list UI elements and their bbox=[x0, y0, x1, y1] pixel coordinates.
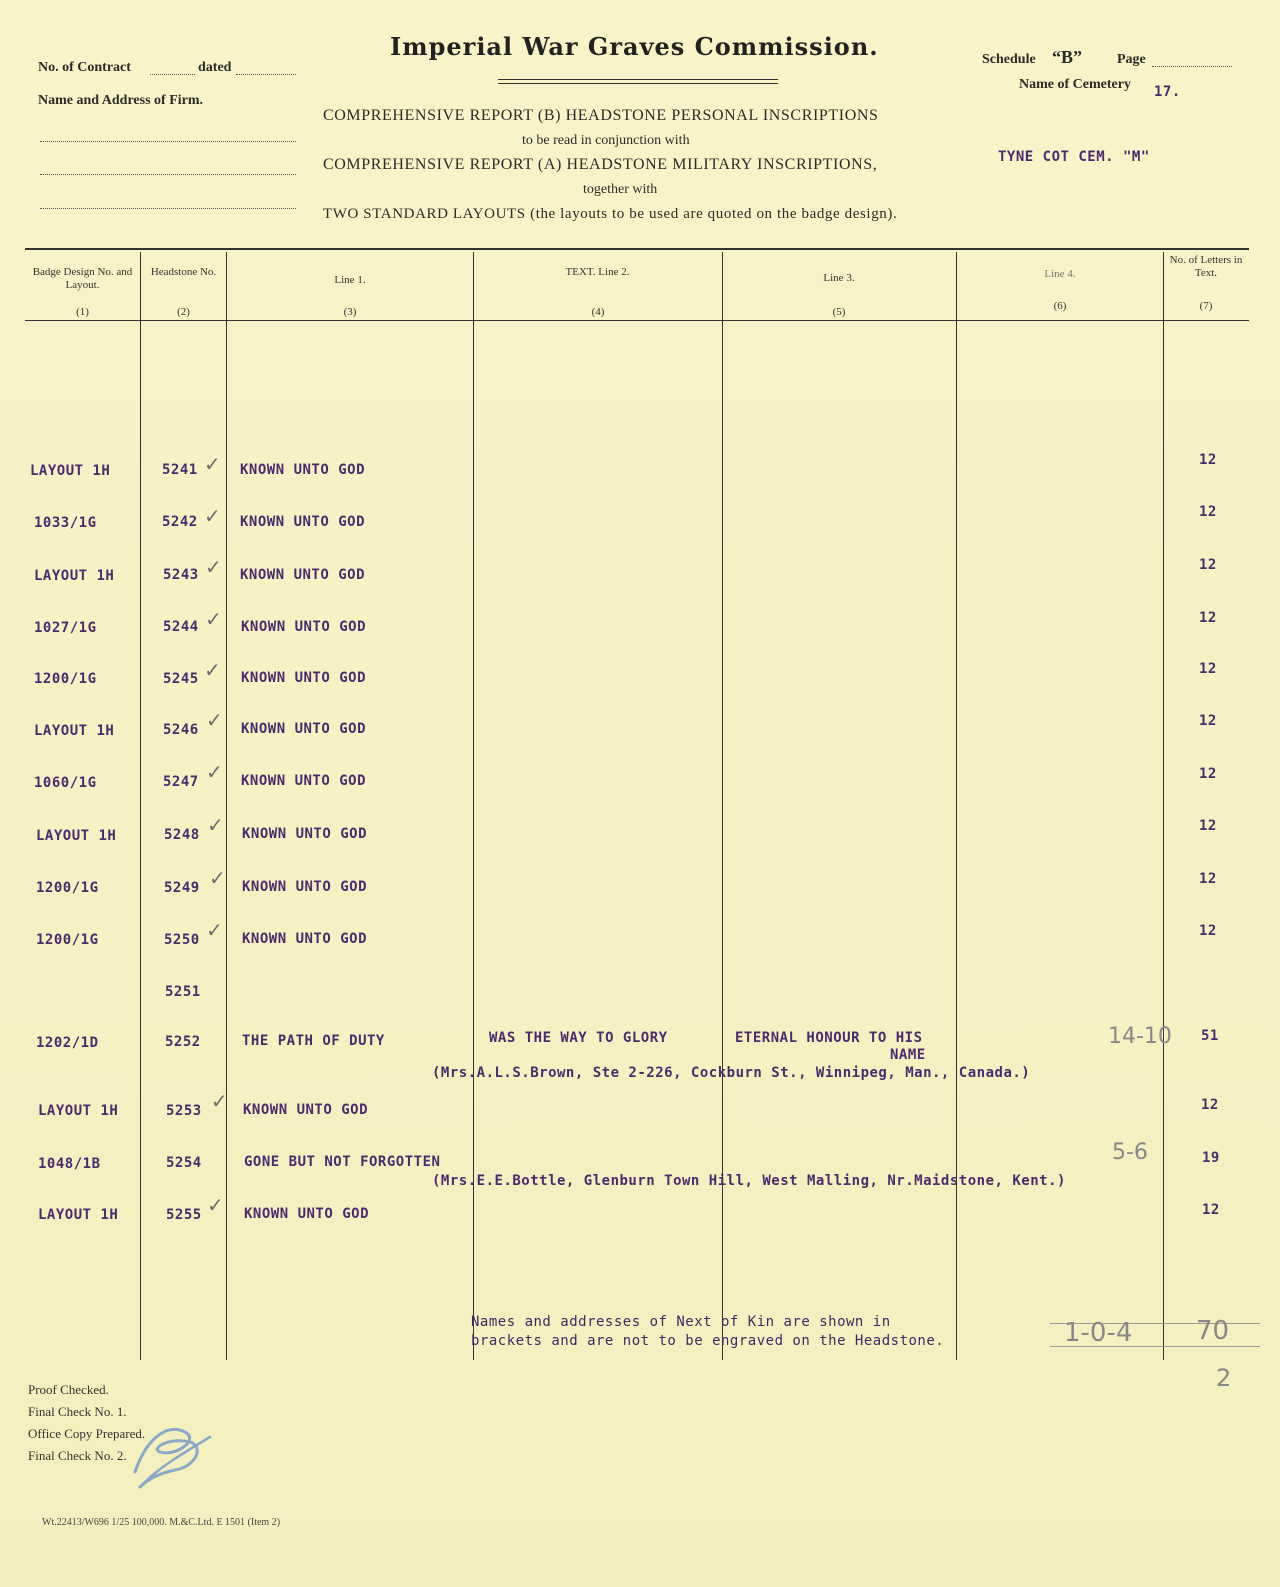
inscription-line1: KNOWN UNTO GOD bbox=[241, 721, 367, 737]
inscription-line1: GONE BUT NOT FORGOTTEN bbox=[244, 1154, 441, 1170]
col-num-2: (2) bbox=[177, 306, 190, 318]
report-line-4: together with bbox=[583, 182, 658, 197]
headstone-no: 5249 bbox=[164, 880, 200, 896]
initials-signature-icon bbox=[115, 1412, 225, 1492]
inscription-line1: KNOWN UNTO GOD bbox=[242, 879, 368, 895]
inscription-line1: KNOWN UNTO GOD bbox=[242, 826, 368, 842]
contract-label: No. of Contract bbox=[38, 60, 131, 75]
schedule-label: Schedule bbox=[982, 52, 1036, 67]
checkmark-icon: ✓ bbox=[207, 1193, 224, 1217]
inscription-line1: KNOWN UNTO GOD bbox=[240, 514, 366, 530]
final-check-2-label: Final Check No. 2. bbox=[28, 1448, 127, 1463]
pencil-extra: 2 bbox=[1216, 1364, 1232, 1392]
report-line-1: COMPREHENSIVE REPORT (B) HEADSTONE PERSONAL INSCRIPTIONS bbox=[323, 107, 879, 124]
badge-design: LAYOUT 1H bbox=[36, 828, 117, 844]
page-title: Imperial War Graves Commission. bbox=[390, 32, 879, 61]
headstone-no: 5245 bbox=[163, 671, 199, 687]
letter-count: 12 bbox=[1202, 1202, 1220, 1218]
report-line-5: TWO STANDARD LAYOUTS (the layouts to be used are quoted on the badge design). bbox=[323, 206, 898, 222]
page-label: Page bbox=[1117, 52, 1146, 67]
checkmark-icon: ✓ bbox=[204, 452, 221, 476]
next-of-kin-address: (Mrs.E.E.Bottle, Glenburn Town Hill, West Malling, Nr.Maidstone, Kent.) bbox=[432, 1173, 1066, 1189]
pencil-annotation: 14-10 bbox=[1108, 1024, 1172, 1049]
badge-design: LAYOUT 1H bbox=[38, 1103, 119, 1119]
printer-imprint: Wt.22413/W696 1/25 100,000. M.&C.Ltd. E 1501 (Item 2) bbox=[42, 1517, 281, 1528]
headstone-no: 5247 bbox=[163, 774, 199, 790]
proof-checked-label: Proof Checked. bbox=[28, 1382, 109, 1397]
badge-design: LAYOUT 1H bbox=[34, 723, 115, 739]
letter-count: 12 bbox=[1199, 818, 1217, 834]
checkmark-icon: ✓ bbox=[206, 918, 223, 942]
headstone-no: 5254 bbox=[166, 1155, 202, 1171]
headstone-no: 5242 bbox=[162, 514, 198, 530]
col-num-6: (6) bbox=[1053, 300, 1067, 312]
badge-design: 1200/1G bbox=[36, 880, 99, 896]
checkmark-icon: ✓ bbox=[204, 504, 221, 528]
checkmark-icon: ✓ bbox=[211, 1089, 228, 1113]
checkmark-icon: ✓ bbox=[207, 813, 224, 837]
col-header-line2: TEXT. Line 2. bbox=[565, 266, 630, 278]
letter-count: 12 bbox=[1199, 504, 1217, 520]
cemetery-page: 17. bbox=[1154, 84, 1181, 100]
col-num-7: (7) bbox=[1199, 300, 1213, 312]
headstone-no: 5251 bbox=[165, 984, 201, 1000]
inscription-line3-cont: NAME bbox=[890, 1047, 926, 1063]
headstone-no: 5252 bbox=[165, 1034, 201, 1050]
col-header-badge: Badge Design No. and Layout. bbox=[32, 266, 133, 291]
inscription-line1: KNOWN UNTO GOD bbox=[240, 567, 366, 583]
checkmark-icon: ✓ bbox=[204, 658, 221, 682]
inscription-line1: KNOWN UNTO GOD bbox=[241, 670, 367, 686]
col-header-line1: Line 1. bbox=[334, 274, 366, 286]
letter-count: 12 bbox=[1199, 610, 1217, 626]
inscription-line1: KNOWN UNTO GOD bbox=[243, 1102, 369, 1118]
badge-design: 1200/1G bbox=[34, 671, 97, 687]
report-line-3: COMPREHENSIVE REPORT (A) HEADSTONE MILITARY INSCRIPTIONS, bbox=[323, 156, 878, 173]
inscription-line2: WAS THE WAY TO GLORY bbox=[489, 1030, 668, 1046]
inscription-line1: KNOWN UNTO GOD bbox=[244, 1206, 370, 1222]
firm-label: Name and Address of Firm. bbox=[38, 93, 204, 108]
pencil-total-sum: 1-0-4 bbox=[1064, 1318, 1133, 1348]
checkmark-icon: ✓ bbox=[209, 866, 226, 890]
inscription-line1: KNOWN UNTO GOD bbox=[241, 773, 367, 789]
badge-design: 1200/1G bbox=[36, 932, 99, 948]
letter-count: 12 bbox=[1199, 557, 1217, 573]
inscription-line1: KNOWN UNTO GOD bbox=[241, 619, 367, 635]
letter-count: 12 bbox=[1199, 661, 1217, 677]
letter-count: 12 bbox=[1199, 713, 1217, 729]
col-header-headstone: Headstone No. bbox=[150, 266, 217, 278]
letter-count: 12 bbox=[1199, 766, 1217, 782]
badge-design: LAYOUT 1H bbox=[34, 568, 115, 584]
table-top-rule bbox=[25, 248, 1249, 250]
letter-count: 12 bbox=[1199, 871, 1217, 887]
letter-count: 12 bbox=[1199, 923, 1217, 939]
headstone-no: 5248 bbox=[164, 827, 200, 843]
headstone-no: 5246 bbox=[163, 722, 199, 738]
inscription-line1: KNOWN UNTO GOD bbox=[240, 462, 366, 478]
badge-design: LAYOUT 1H bbox=[38, 1207, 119, 1223]
checkmark-icon: ✓ bbox=[206, 708, 223, 732]
schedule-value: “B” bbox=[1052, 47, 1083, 67]
col-num-3: (3) bbox=[343, 306, 357, 318]
note-line-2: brackets and are not to be engraved on the Headstone. bbox=[471, 1333, 945, 1349]
badge-design: 1060/1G bbox=[34, 775, 97, 791]
col-header-line4: Line 4. bbox=[1044, 268, 1076, 280]
col-header-line3: Line 3. bbox=[823, 272, 855, 284]
pencil-annotation: 5-6 bbox=[1112, 1140, 1148, 1165]
inscription-line1: KNOWN UNTO GOD bbox=[242, 931, 368, 947]
headstone-no: 5244 bbox=[163, 619, 199, 635]
badge-design: 1033/1G bbox=[34, 515, 97, 531]
letter-count: 12 bbox=[1201, 1097, 1219, 1113]
headstone-no: 5250 bbox=[164, 932, 200, 948]
inscription-line1: THE PATH OF DUTY bbox=[242, 1033, 385, 1049]
col-header-letters: No. of Letters in Text. bbox=[1169, 254, 1243, 279]
cemetery-label: Name of Cemetery bbox=[1019, 77, 1131, 92]
pencil-total-letters: 70 bbox=[1196, 1316, 1230, 1346]
checkmark-icon: ✓ bbox=[205, 607, 222, 631]
table-header-rule bbox=[25, 320, 1249, 321]
badge-design: 1048/1B bbox=[38, 1156, 101, 1172]
final-check-1-label: Final Check No. 1. bbox=[28, 1404, 127, 1419]
headstone-no: 5243 bbox=[163, 567, 199, 583]
letter-count: 19 bbox=[1202, 1150, 1220, 1166]
letter-count: 12 bbox=[1199, 452, 1217, 468]
headstone-no: 5255 bbox=[166, 1207, 202, 1223]
next-of-kin-address: (Mrs.A.L.S.Brown, Ste 2-226, Cockburn St., Winnipeg, Man., Canada.) bbox=[432, 1065, 1031, 1081]
badge-design: 1027/1G bbox=[34, 620, 97, 636]
badge-design: 1202/1D bbox=[36, 1035, 99, 1051]
checkmark-icon: ✓ bbox=[205, 555, 222, 579]
cemetery-name: TYNE COT CEM. "M" bbox=[998, 149, 1150, 165]
badge-design: LAYOUT 1H bbox=[30, 463, 111, 479]
checkmark-icon: ✓ bbox=[206, 760, 223, 784]
report-line-2: to be read in conjunction with bbox=[522, 133, 690, 148]
col-num-4: (4) bbox=[591, 306, 605, 318]
headstone-no: 5253 bbox=[166, 1103, 202, 1119]
letter-count: 51 bbox=[1201, 1028, 1219, 1044]
office-copy-label: Office Copy Prepared. bbox=[28, 1426, 146, 1441]
note-line-1: Names and addresses of Next of Kin are shown in bbox=[471, 1314, 891, 1330]
col-num-1: (1) bbox=[76, 306, 89, 318]
headstone-no: 5241 bbox=[162, 462, 198, 478]
dated-label: dated bbox=[198, 60, 232, 75]
col-num-5: (5) bbox=[832, 306, 846, 318]
inscription-line3: ETERNAL HONOUR TO HIS bbox=[735, 1030, 923, 1046]
